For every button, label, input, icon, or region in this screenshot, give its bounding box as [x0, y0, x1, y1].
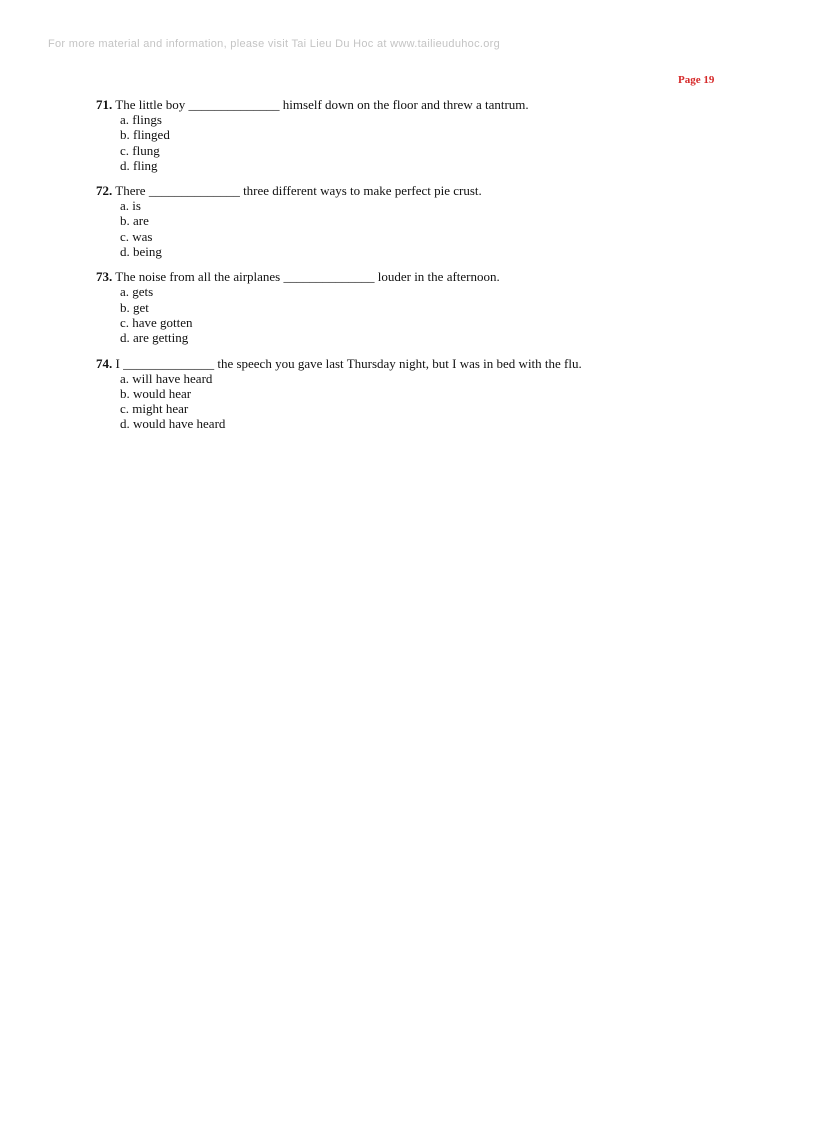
- question-text: There ______________ three different ways to make perfect pie crust.: [112, 183, 482, 199]
- question-stem: [96, 97, 796, 112]
- question-list: [96, 97, 796, 442]
- answer-options: [96, 112, 796, 173]
- question-74: [96, 356, 796, 432]
- answer-option-d: d. would have heard: [120, 416, 226, 432]
- question-number: 72.: [96, 183, 113, 199]
- question-text: The noise from all the airplanes ______________ louder in the afternoon.: [112, 269, 500, 285]
- answer-option-d: d. fling: [120, 157, 158, 173]
- answer-option-a: a. gets: [120, 284, 154, 300]
- question-number: 73.: [96, 269, 113, 285]
- answer-option-d: d. are getting: [120, 330, 189, 346]
- question-72: [96, 183, 796, 259]
- answer-options: [96, 198, 796, 259]
- question-number: 74.: [96, 355, 113, 371]
- answer-option-b: b. get: [120, 299, 149, 315]
- question-stem: [96, 356, 796, 371]
- answer-option-d: d. being: [120, 244, 162, 260]
- answer-option-b: b. are: [120, 213, 149, 229]
- page-number: Page 19: [678, 74, 715, 86]
- answer-option-c: c. was: [120, 228, 153, 244]
- answer-option-a: a. will have heard: [120, 370, 213, 386]
- answer-option-a: a. flings: [120, 112, 162, 127]
- answer-options: [96, 284, 796, 345]
- question-73: [96, 269, 796, 345]
- question-71: [96, 97, 796, 173]
- answer-option-c: c. have gotten: [120, 314, 193, 330]
- answer-option-c: c. might hear: [120, 401, 189, 417]
- answer-option-a: a. is: [120, 198, 141, 214]
- question-text: The little boy ______________ himself down on the floor and threw a tantrum.: [112, 97, 529, 112]
- answer-options: [96, 371, 796, 432]
- question-stem: [96, 269, 796, 284]
- question-number: 71.: [96, 97, 113, 112]
- watermark-text: For more material and information, please visit Tai Lieu Du Hoc at www.tailieuduhoc.org: [48, 38, 501, 50]
- answer-option-c: c. flung: [120, 142, 160, 158]
- question-text: I ______________ the speech you gave last Thursday night, but I was in bed with the flu.: [112, 355, 582, 371]
- answer-option-b: b. flinged: [120, 127, 170, 143]
- question-stem: [96, 183, 796, 198]
- answer-option-b: b. would hear: [120, 385, 192, 401]
